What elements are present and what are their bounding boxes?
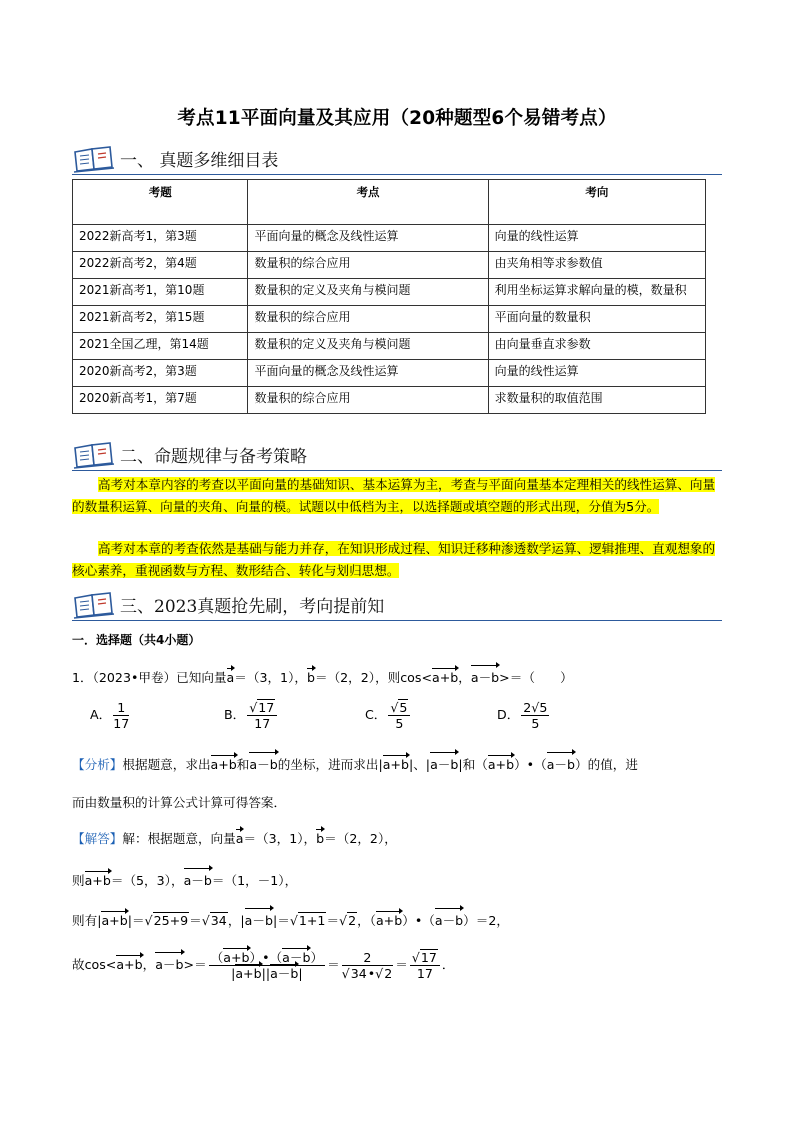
table-row	[73, 225, 706, 252]
table-cell: 2022新高考1，第3题	[73, 225, 248, 252]
table-cell: 由夹角相等求参数值	[488, 252, 705, 279]
table-header: 考向	[488, 180, 705, 225]
question-stem-prefix: 1．（2023•甲卷）已知向量	[72, 670, 227, 685]
option-c-label: C．	[365, 707, 387, 722]
table-header: 考题	[73, 180, 248, 225]
table-cell: 2020新高考2，第3题	[73, 360, 248, 387]
strategy-text-1: 高考对本章内容的考查以平面向量的基础知识、基本运算为主，考查与平面向量基本定理相关的线性运算、向量的数量积运算、向量的夹角、向量的模。试题以中低档为主，以选择题或填空题的形式出现，分值为5分。	[72, 477, 716, 514]
option-a-numerator: 1	[113, 700, 129, 716]
option-d-denominator: 5	[531, 716, 540, 731]
table-cell: 平面向量的数量积	[488, 306, 705, 333]
option-d-label: D．	[497, 707, 520, 722]
analysis-line-2: 而由数量积的计算公式计算可得答案．	[72, 795, 287, 810]
table-cell: 向量的线性运算	[488, 225, 705, 252]
table-cell: 数量积的综合应用	[248, 387, 488, 414]
strategy-paragraph-1	[72, 474, 722, 517]
option-a[interactable]	[90, 700, 131, 731]
option-b-denominator: 17	[254, 716, 271, 731]
option-d[interactable]	[497, 700, 551, 731]
section-heading-1	[72, 144, 722, 175]
section-title-1: 一、 真题多维细目表	[120, 151, 279, 171]
option-c-numerator: 5	[399, 700, 408, 715]
option-c[interactable]: C． $\frac{√5}{5}$	[365, 700, 412, 731]
analysis-line-1: 【分析】根据题意，求出a+b和a－b的坐标，进而求出|a+b|、|a－b|和（a+b）•（a－b）的值，进	[72, 754, 638, 773]
table-cell: 求数量积的取值范围	[488, 387, 705, 414]
option-b-numerator: 17	[258, 700, 275, 715]
answer-tag: 【解答】	[72, 831, 123, 846]
answer-line-1: 【解答】解：根据题意，向量a＝（3，1），b＝（2，2），	[72, 831, 397, 846]
question-stem: 1．（2023•甲卷）已知向量a＝（3，1），b＝（2，2），则cos<a+b，a－b>＝（ ）	[72, 667, 573, 686]
strategy-paragraph-2	[72, 538, 722, 581]
table-row	[73, 252, 706, 279]
question-subheading: 一．选择题（共4小题）	[72, 633, 201, 647]
table-row	[73, 360, 706, 387]
option-d-numerator: 2√5	[523, 700, 548, 715]
page-title: 考点11平面向量及其应用（20种题型6个易错考点）	[177, 108, 617, 129]
table-row	[73, 333, 706, 360]
table-cell: 向量的线性运算	[488, 360, 705, 387]
table-cell: 数量积的综合应用	[248, 252, 488, 279]
strategy-text-2: 高考对本章的考查依然是基础与能力并存，在知识形成过程、知识迁移种渗透数学运算、逻辑推理、直观想象的核心素养，重视函数与方程、数形结合、转化与划归思想。	[72, 541, 716, 578]
answer-line-3: 则有|a+b|＝√25+9＝√34，|a－b|＝√1+1＝√2，（a+b）•（a－b）＝2，	[72, 910, 509, 929]
table-cell: 2021新高考1，第10题	[73, 279, 248, 306]
table-cell: 2021新高考2，第15题	[73, 306, 248, 333]
table-cell: 由向量垂直求参数	[488, 333, 705, 360]
table-cell: 数量积的综合应用	[248, 306, 488, 333]
section-heading-2	[72, 440, 722, 471]
option-b-label: B．	[224, 707, 246, 722]
exam-table	[72, 179, 706, 414]
table-header-row	[73, 180, 706, 225]
table-cell: 2021全国乙理，第14题	[73, 333, 248, 360]
table-cell: 2022新高考2，第4题	[73, 252, 248, 279]
option-a-label: A．	[90, 707, 112, 722]
option-c-denominator: 5	[395, 716, 404, 731]
book-icon	[72, 590, 116, 620]
table-row	[73, 279, 706, 306]
table-cell: 数量积的定义及夹角与模问题	[248, 279, 488, 306]
table-row	[73, 387, 706, 414]
answer-line-2: 则a+b＝（5，3），a－b＝（1，－1），	[72, 870, 297, 889]
table-cell: 数量积的定义及夹角与模问题	[248, 333, 488, 360]
table-row	[73, 306, 706, 333]
section-title-2: 二、命题规律与备考策略	[120, 447, 307, 467]
analysis-tag: 【分析】	[72, 757, 123, 772]
option-a-denominator: 17	[113, 716, 130, 731]
table-cell: 平面向量的概念及线性运算	[248, 360, 488, 387]
answer-line-4: 故cos<a+b，a－b>＝ $\frac{(a+b)•(a-b)}{|a+b||a-b|}$ ＝ $\frac{2}{√34•√2}$ ＝ $\frac{√17}{17}$ ．	[72, 950, 455, 981]
table-cell: 2020新高考1，第7题	[73, 387, 248, 414]
section-heading-3	[72, 590, 722, 621]
book-icon	[72, 144, 116, 174]
table-cell: 利用坐标运算求解向量的模，数量积	[488, 279, 705, 306]
section-title-3: 三、2023真题抢先刷，考向提前知	[120, 597, 385, 617]
book-icon	[72, 440, 116, 470]
option-b[interactable]: B． $\frac{√17}{17}$	[224, 700, 279, 731]
table-header: 考点	[248, 180, 488, 225]
table-cell: 平面向量的概念及线性运算	[248, 225, 488, 252]
